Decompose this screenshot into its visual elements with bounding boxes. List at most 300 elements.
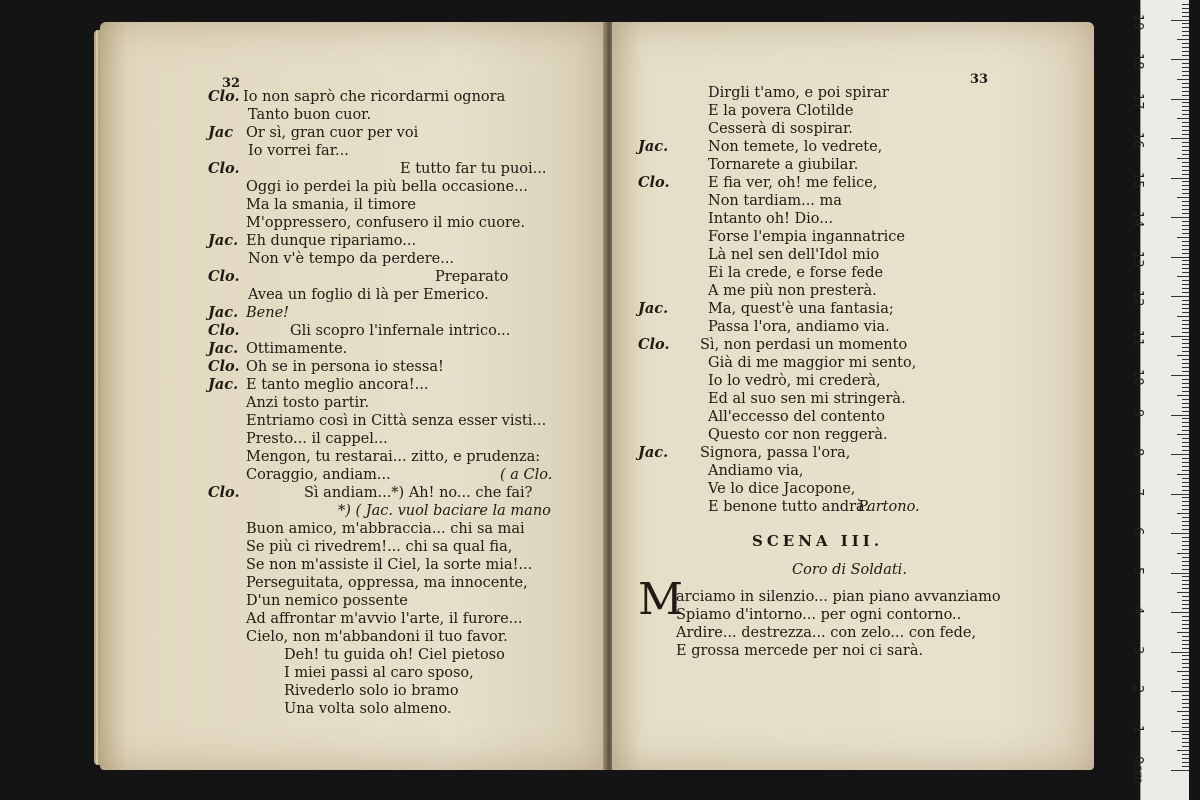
ruler-tick [1177,592,1189,593]
ruler-tick [1182,561,1189,562]
ruler-tick [1182,201,1189,202]
ruler-tick [1182,162,1189,163]
ruler-tick [1182,699,1189,700]
ruler-tick [1177,474,1189,475]
ruler-tick [1182,63,1189,64]
ruler-tick [1182,521,1189,522]
speaker: Jac. [638,444,669,461]
ruler-tick [1182,209,1189,210]
verse-line: Mengon, tu restarai... zitto, e prudenza: [246,449,541,465]
ruler-tick [1182,762,1189,763]
ruler-tick [1182,87,1189,88]
ruler-tick [1182,383,1189,384]
ruler-number: 19 [1130,13,1145,31]
ruler-tick [1182,189,1189,190]
scene-heading: SCENA III. [752,532,884,550]
verse-line: Rivederlo solo io bramo [284,683,459,699]
ruler-tick [1182,576,1189,577]
verse-line: Avea un foglio di là per Emerico. [248,287,489,303]
verse-line: Se più ci rivedrem!... chi sa qual fia, [246,539,513,555]
ruler-number: 11 [1130,329,1145,347]
chorus-line: Ardire... destrezza... con zelo... con fede, [676,625,977,641]
ruler-tick [1182,399,1189,400]
verse-line: Ottimamente. [246,341,348,357]
ruler-tick [1182,501,1189,502]
ruler-tick [1171,296,1189,297]
ruler-tick [1182,644,1189,645]
verse-line: Sì, non perdasi un momento [700,337,908,353]
verse-line: Io vorrei far... [248,143,349,159]
speaker: Clo. [208,160,240,177]
ruler-tick [1182,102,1189,103]
verse-line: Buon amico, m'abbraccia... chi sa mai [246,521,525,537]
ruler-number: 4 [1130,606,1145,615]
ruler-tick [1182,343,1189,344]
ruler-tick [1177,395,1189,396]
ruler-tick [1171,59,1189,60]
ruler-tick [1182,549,1189,550]
ruler-tick [1182,245,1189,246]
measuring-ruler [1130,0,1189,800]
ruler-tick [1182,233,1189,234]
ruler-tick [1182,584,1189,585]
ruler-tick [1182,723,1189,724]
ruler-number: 13 [1130,250,1145,268]
ruler-tick [1171,731,1189,732]
ruler-tick [1182,604,1189,605]
verse-line: Intanto oh! Dio... [708,211,834,227]
ruler-tick [1182,667,1189,668]
ruler-tick [1182,624,1189,625]
ruler-tick [1182,142,1189,143]
ruler-tick [1182,734,1189,735]
ruler-tick [1182,588,1189,589]
verse-line: Ma la smania, il timore [246,197,417,213]
ruler-tick [1182,31,1189,32]
verse-line: Non tardiam... ma [708,193,842,209]
ruler-tick [1182,426,1189,427]
ruler-tick [1182,648,1189,649]
verse-line: I miei passi al caro sposo, [284,665,474,681]
ruler-tick [1177,513,1189,514]
ruler-number: 14 [1130,211,1145,228]
ruler-tick [1182,450,1189,451]
ruler-tick [1182,253,1189,254]
ruler-tick [1182,332,1189,333]
ruler-tick [1182,324,1189,325]
ruler-tick [1177,711,1189,712]
verse-line: E tutto far tu puoi... [400,161,547,177]
ruler-number: 18 [1130,53,1145,70]
drop-cap: M [638,574,684,625]
verse-line: All'eccesso del contento [708,409,885,425]
ruler-tick [1182,640,1189,641]
ruler-tick [1177,39,1189,40]
ruler-tick [1182,379,1189,380]
verse-line: Ad affrontar m'avvio l'arte, il furore... [246,611,523,627]
ruler-tick [1171,178,1189,179]
ruler-tick [1182,27,1189,28]
ruler-tick [1177,237,1189,238]
ruler-tick [1171,691,1189,692]
ruler-tick [1182,371,1189,372]
ruler-tick [1182,537,1189,538]
ruler-tick [1182,675,1189,676]
verse-line: Eh dunque ripariamo... [246,233,417,249]
ruler-tick [1182,569,1189,570]
ruler-tick [1182,600,1189,601]
ruler-tick [1182,478,1189,479]
ruler-tick [1182,430,1189,431]
verse-line: Dirgli t'amo, e poi spirar [708,85,889,101]
ruler-tick [1182,91,1189,92]
ruler-number: 10 [1130,369,1145,386]
ruler-tick [1182,150,1189,151]
ruler-tick [1182,766,1189,767]
ruler-tick [1182,746,1189,747]
verse-line: E benone tutto andrà. [708,499,870,515]
speaker: Jac. [208,304,239,321]
speaker: Jac. [638,300,669,317]
verse-line: D'un nemico possente [246,593,408,609]
ruler-tick [1182,205,1189,206]
ruler-tick [1171,454,1189,455]
ruler-tick [1182,422,1189,423]
left-page-number: 32 [222,76,241,91]
ruler-tick [1182,719,1189,720]
speaker: Clo. [638,336,670,353]
ruler-tick [1171,257,1189,258]
verse-line: Anzi tosto partir. [246,395,370,411]
ruler-number: 2 [1130,685,1145,694]
ruler-tick [1182,114,1189,115]
ruler-tick [1182,683,1189,684]
ruler-tick [1182,565,1189,566]
ruler-tick [1182,130,1189,131]
ruler-tick [1182,703,1189,704]
scene-subheading: Coro di Soldati. [792,562,907,578]
verse-line: Signora, passa l'ora, [700,445,851,461]
ruler-tick [1182,517,1189,518]
speaker: Jac. [208,340,239,357]
ruler-tick [1182,272,1189,273]
verse-line: Andiamo via, [708,463,804,479]
speaker: Clo. [208,358,240,375]
ruler-tick [1177,671,1189,672]
ruler-tick [1182,391,1189,392]
verse-line: Oggi io perdei la più bella occasione... [246,179,528,195]
ruler-tick [1182,166,1189,167]
ruler-unit-label: 0cm [1130,756,1145,785]
ruler-tick [1182,347,1189,348]
verse-line: Ma, quest'è una fantasia; [708,301,894,317]
ruler-tick [1182,241,1189,242]
verse-line: Bene! [246,305,289,321]
ruler-tick [1182,679,1189,680]
ruler-tick [1182,47,1189,48]
verse-line: Là nel sen dell'Idol mio [708,247,880,263]
ruler-tick [1182,122,1189,123]
ruler-tick [1182,8,1189,9]
ruler-tick [1182,154,1189,155]
verse-line: Se non m'assiste il Ciel, la sorte mia!... [246,557,533,573]
ruler-tick [1182,280,1189,281]
ruler-tick [1182,351,1189,352]
verse-line: Tanto buon cuor. [248,107,372,123]
ruler-tick [1182,742,1189,743]
ruler-tick [1182,541,1189,542]
speaker: Clo. [208,88,240,105]
ruler-tick [1182,458,1189,459]
ruler-tick [1182,106,1189,107]
ruler-tick [1171,99,1189,100]
ruler-number: 12 [1130,290,1145,307]
ruler-tick [1177,79,1189,80]
footnote: *) ( Jac. vuol baciare la mano [338,503,551,519]
right-page [612,22,1094,770]
ruler-tick [1177,632,1189,633]
ruler-tick [1182,418,1189,419]
ruler-tick [1182,505,1189,506]
ruler-tick [1177,118,1189,119]
ruler-tick [1177,197,1189,198]
ruler-tick [1182,75,1189,76]
ruler-number: 5 [1130,566,1145,575]
ruler-tick [1171,770,1189,771]
ruler-number: 1 [1130,724,1145,733]
ruler-tick [1182,292,1189,293]
verse-line: Non v'è tempo da perdere... [248,251,455,267]
speaker: Jac. [638,138,669,155]
ruler-tick [1182,181,1189,182]
verse-line: Deh! tu guida oh! Ciel pietoso [284,647,505,663]
speaker: Clo. [208,484,240,501]
ruler-tick [1182,758,1189,759]
ruler-tick [1177,355,1189,356]
ruler-tick [1182,288,1189,289]
ruler-number: 15 [1130,171,1145,189]
ruler-tick [1171,336,1189,337]
verse-line: Perseguitata, oppressa, ma innocente, [246,575,528,591]
ruler-number: 7 [1130,487,1145,496]
ruler-tick [1182,339,1189,340]
ruler-tick [1182,304,1189,305]
verse-line: E tanto meglio ancora!... [246,377,429,393]
ruler-tick [1182,16,1189,17]
ruler-tick [1182,229,1189,230]
ruler-tick [1171,494,1189,495]
verse-line: Coraggio, andiam... [246,467,391,483]
ruler-tick [1182,497,1189,498]
ruler-tick [1182,557,1189,558]
verse-line: Ed al suo sen mi stringerà. [708,391,906,407]
ruler-tick [1182,71,1189,72]
ruler-tick [1182,213,1189,214]
ruler-tick [1182,264,1189,265]
ruler-tick [1182,620,1189,621]
ruler-tick [1182,300,1189,301]
speaker: Jac. [208,232,239,249]
ruler-tick [1171,20,1189,21]
ruler-tick [1182,596,1189,597]
ruler-tick [1182,126,1189,127]
ruler-tick [1182,616,1189,617]
ruler-tick [1182,636,1189,637]
ruler-tick [1182,659,1189,660]
left-page [100,22,605,770]
ruler-tick [1182,328,1189,329]
ruler-tick [1177,158,1189,159]
ruler-tick [1171,217,1189,218]
verse-line: E fia ver, oh! me felice, [708,175,878,191]
verse-line: Ve lo dice Jacopone, [708,481,856,497]
verse-line: Tornarete a giubilar. [708,157,859,173]
ruler-tick [1182,446,1189,447]
verse-line: Cesserà di sospirar. [708,121,853,137]
ruler-tick [1182,525,1189,526]
exit-direction: Partono. [858,499,920,515]
speaker: Clo. [208,268,240,285]
ruler-tick [1182,83,1189,84]
ruler-tick [1182,260,1189,261]
ruler-tick [1171,375,1189,376]
ruler-tick [1182,470,1189,471]
ruler-tick [1182,545,1189,546]
verse-line: Ei la crede, e forse fede [708,265,884,281]
ruler-tick [1171,415,1189,416]
verse-line: Preparato [435,269,509,285]
ruler-number: 17 [1130,92,1145,110]
ruler-tick [1182,580,1189,581]
chorus-line: Spiamo d'intorno... per ogni contorno.. [676,607,962,623]
speaker: Jac. [208,376,239,393]
verse-line: Oh se in persona io stessa! [246,359,444,375]
ruler-number: 6 [1130,527,1145,536]
right-page-number: 33 [970,72,989,87]
ruler-tick [1182,529,1189,530]
stage-direction: ( a Clo. [500,467,553,483]
verse-line: Entriamo così in Città senza esser visti... [246,413,547,429]
verse-line: Io non saprò che ricordarmi ognora [243,89,506,105]
verse-line: Una volta solo almeno. [284,701,452,717]
ruler-tick [1182,174,1189,175]
verse-line: A me più non presterà. [708,283,877,299]
ruler-tick [1182,95,1189,96]
ruler-tick [1182,707,1189,708]
verse-line: Questo cor non reggerà. [708,427,888,443]
ruler-number: 16 [1130,132,1145,149]
verse-line: E la povera Clotilde [708,103,854,119]
ruler-tick [1171,138,1189,139]
ruler-tick [1182,185,1189,186]
ruler-tick [1182,490,1189,491]
ruler-tick [1182,12,1189,13]
verse-line: Gli scopro l'infernale intrico... [290,323,511,339]
ruler-tick [1182,367,1189,368]
ruler-tick [1182,146,1189,147]
verse-line: Io lo vedrò, mi crederà, [708,373,881,389]
verse-line: Passa l'ora, andiamo via. [708,319,890,335]
ruler-tick [1182,754,1189,755]
ruler-tick [1177,750,1189,751]
ruler-tick [1171,652,1189,653]
speaker: Jac [208,124,234,141]
ruler-number: 8 [1130,448,1145,457]
ruler-tick [1182,110,1189,111]
ruler-tick [1182,387,1189,388]
ruler-tick [1171,612,1189,613]
verse-line: Forse l'empia ingannatrice [708,229,906,245]
ruler-tick [1177,434,1189,435]
ruler-tick [1182,727,1189,728]
ruler-tick [1182,738,1189,739]
ruler-tick [1182,715,1189,716]
ruler-tick [1182,284,1189,285]
ruler-tick [1182,403,1189,404]
ruler-tick [1171,533,1189,534]
ruler-tick [1182,225,1189,226]
ruler-tick [1182,482,1189,483]
ruler-number: 3 [1130,645,1145,654]
ruler-tick [1177,316,1189,317]
ruler-tick [1182,608,1189,609]
verse-line: M'oppressero, confusero il mio cuore. [246,215,526,231]
ruler-tick [1182,51,1189,52]
verse-line: Presto... il cappel... [246,431,388,447]
verse-line: Non temete, lo vedrete, [708,139,883,155]
ruler-tick [1182,438,1189,439]
ruler-tick [1182,268,1189,269]
ruler-tick [1182,359,1189,360]
verse-line: Cielo, non m'abbandoni il tuo favor. [246,629,508,645]
ruler-tick [1182,4,1189,5]
ruler-tick [1182,221,1189,222]
ruler-tick [1182,43,1189,44]
ruler-tick [1182,466,1189,467]
ruler-tick [1182,655,1189,656]
ruler-tick [1182,55,1189,56]
ruler-tick [1182,320,1189,321]
verse-line: Or sì, gran cuor per voi [246,125,419,141]
ruler-tick [1182,193,1189,194]
ruler-tick [1182,363,1189,364]
ruler-tick [1171,573,1189,574]
ruler-number: 9 [1130,408,1145,417]
ruler-tick [1182,442,1189,443]
ruler-tick [1182,695,1189,696]
chorus-line: arciamo in silenzio... pian piano avvanziamo [676,589,1001,605]
speaker: Clo. [208,322,240,339]
verse-line: Sì andiam...*) Ah! no... che fai? [304,485,533,501]
speaker: Clo. [638,174,670,191]
chorus-line: E grossa mercede per noi ci sarà. [676,643,924,659]
ruler-tick [1182,462,1189,463]
ruler-tick [1182,35,1189,36]
ruler-tick [1182,312,1189,313]
ruler-tick [1182,134,1189,135]
ruler-tick [1177,276,1189,277]
ruler-tick [1182,23,1189,24]
ruler-tick [1182,628,1189,629]
ruler-tick [1177,553,1189,554]
ruler-tick [1182,249,1189,250]
ruler-tick [1182,509,1189,510]
ruler-tick [1182,308,1189,309]
ruler-tick [1182,67,1189,68]
verse-line: Già di me maggior mi sento, [708,355,917,371]
ruler-tick [1182,407,1189,408]
ruler-tick [1182,411,1189,412]
